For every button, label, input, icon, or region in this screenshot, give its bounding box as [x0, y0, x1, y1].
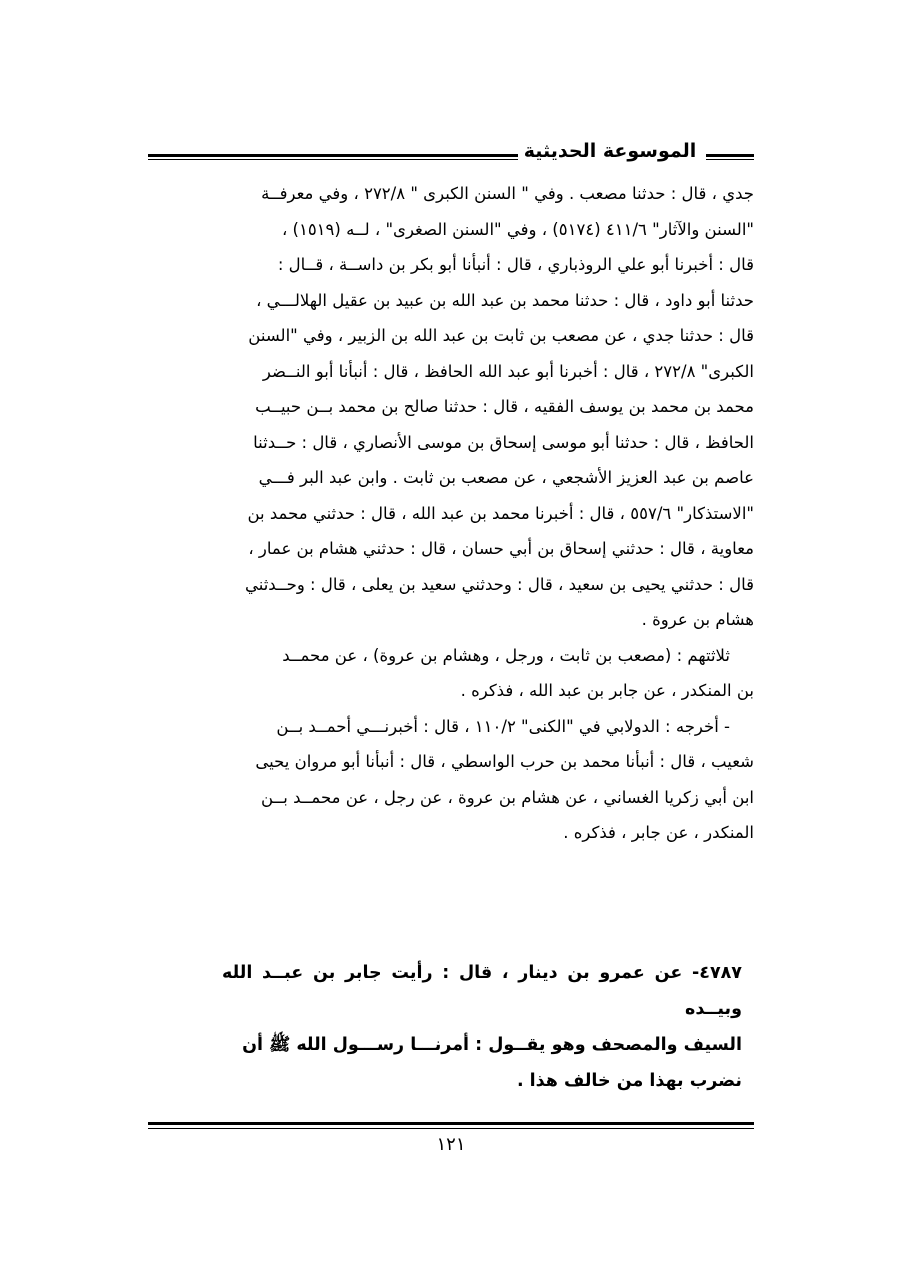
body-line: ابن أبي زكريا الغساني ، عن هشام بن عروة ، عن رجل ، عن محمــد بــن	[261, 787, 754, 807]
body-line: هشام بن عروة .	[641, 610, 754, 629]
body-line: شعيب ، قال : أنبأنا محمد بن حرب الواسطي ، قال : أنبأنا أبو مروان يحيى	[255, 752, 754, 771]
body-line: الكبرى" ٢٧٢/٨ ، قال : أخبرنا أبو عبد الله الحافظ ، قال : أنبأنا أبو النــضر	[262, 361, 754, 381]
body-line: محمد بن محمد بن يوسف الفقيه ، قال : حدثنا صالح بن محمد بــن حبيــب	[255, 397, 754, 416]
body-line: ثلاثتهم : (مصعب بن ثابت ، ورجل ، وهشام بن عروة) ، عن محمــد	[282, 645, 730, 665]
body-line: عاصم بن عبد العزيز الأشجعي ، عن مصعب بن ثابت . وابن عبد البر فـــي	[258, 468, 754, 487]
hadith-line: السيف والمصحف وهو يقــول : أمرنـــا رســـول الله ﷺ أن	[242, 1035, 742, 1055]
body-line: قال : حدثنا جدي ، عن مصعب بن ثابت بن عبد الله بن الزبير ، وفي "السنن	[248, 326, 754, 345]
hadith-line: نضرب بهذا من خالف هذا .	[516, 1071, 742, 1091]
page-header	[148, 140, 754, 172]
hadith-text	[222, 955, 742, 1099]
header-rule-left	[148, 154, 518, 160]
page-number: ١٢١	[436, 1134, 466, 1155]
body-line: "السنن والآثار" ٤١١/٦ (٥١٧٤) ، وفي "السنن الصغرى" ، لــه (١٥١٩) ،	[281, 219, 754, 239]
body-line: معاوية ، قال : حدثني إسحاق بن أبي حسان ، قال : حدثني هشام بن عمار ،	[248, 539, 754, 558]
footer-rule	[148, 1122, 754, 1129]
page-title: الموسوعة الحديثية	[523, 140, 697, 162]
body-line: جدي ، قال : حدثنا مصعب . وفي " السنن الكبرى " ٢٧٢/٨ ، وفي معرفــة	[261, 184, 754, 203]
body-line: بن المنكدر ، عن جابر بن عبد الله ، فذكره .	[460, 681, 754, 700]
hadith-line: ٤٧٨٧- عن عمرو بن دينار ، قال : رأيت جابر بن عبــد الله وبيــده	[222, 963, 742, 1019]
body-line: الحافظ ، قال : حدثنا أبو موسى إسحاق بن موسى الأنصاري ، قال : حــدثنا	[253, 432, 754, 452]
body-line: "الاستذكار" ٥٥٧/٦ ، قال : أخبرنا محمد بن عبد الله ، قال : حدثني محمد بن	[247, 503, 754, 523]
body-line: قال : حدثني يحيى بن سعيد ، قال : وحدثني سعيد بن يعلى ، قال : وحــدثني	[244, 574, 754, 594]
body-line: قال : أخبرنا أبو علي الروذباري ، قال : أنبأنا أبو بكر بن داســة ، قــال :	[277, 255, 754, 274]
body-text	[148, 176, 754, 851]
body-line: - أخرجه : الدولابي في "الكنى" ١١٠/٢ ، قال : أخبرنـــي أحمــد بــن	[276, 716, 730, 736]
body-line: المنكدر ، عن جابر ، فذكره .	[563, 823, 754, 842]
header-rule-right	[706, 154, 754, 160]
body-line: حدثنا أبو داود ، قال : حدثنا محمد بن عبد الله بن عبيد بن عقيل الهلالـــي ،	[256, 290, 754, 310]
